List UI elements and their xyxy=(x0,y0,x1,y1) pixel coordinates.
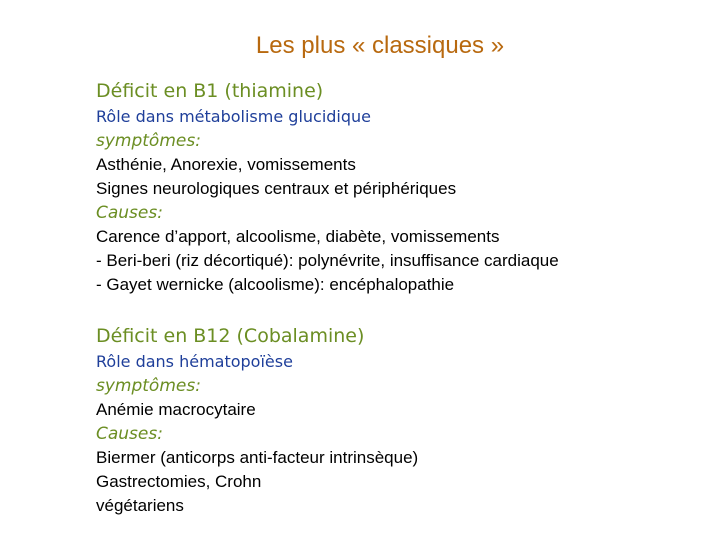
section-role: Rôle dans hématopoïèse xyxy=(96,352,293,371)
symptoms-label: symptômes: xyxy=(96,376,201,396)
symptom-item: Anémie macrocytaire xyxy=(96,400,256,419)
cause-item: Carence d’apport, alcoolisme, diabète, vomissements xyxy=(96,227,500,246)
slide-title: Les plus « classiques » xyxy=(255,32,505,59)
cause-item: Gastrectomies, Crohn xyxy=(96,472,262,491)
symptom-item: Signes neurologiques centraux et périphériques xyxy=(96,179,457,198)
causes-label: Causes: xyxy=(96,203,163,223)
cause-item: - Gayet wernicke (alcoolisme): encéphalopathie xyxy=(96,275,455,294)
section-b1-deficiency xyxy=(96,77,559,297)
section-heading: Déficit en B1 (thiamine) xyxy=(96,80,324,102)
causes-label: Causes: xyxy=(96,424,163,444)
symptom-item: Asthénie, Anorexie, vomissements xyxy=(96,155,356,174)
section-b12-deficiency xyxy=(96,322,418,518)
cause-item: végétariens xyxy=(96,496,184,515)
section-heading: Déficit en B12 (Cobalamine) xyxy=(96,325,365,347)
symptoms-label: symptômes: xyxy=(96,131,201,151)
section-role: Rôle dans métabolisme glucidique xyxy=(96,107,372,126)
cause-item: - Beri-beri (riz décortiqué): polynévrite, insuffisance cardiaque xyxy=(96,251,559,270)
cause-item: Biermer (anticorps anti-facteur intrinsèque) xyxy=(96,448,419,467)
